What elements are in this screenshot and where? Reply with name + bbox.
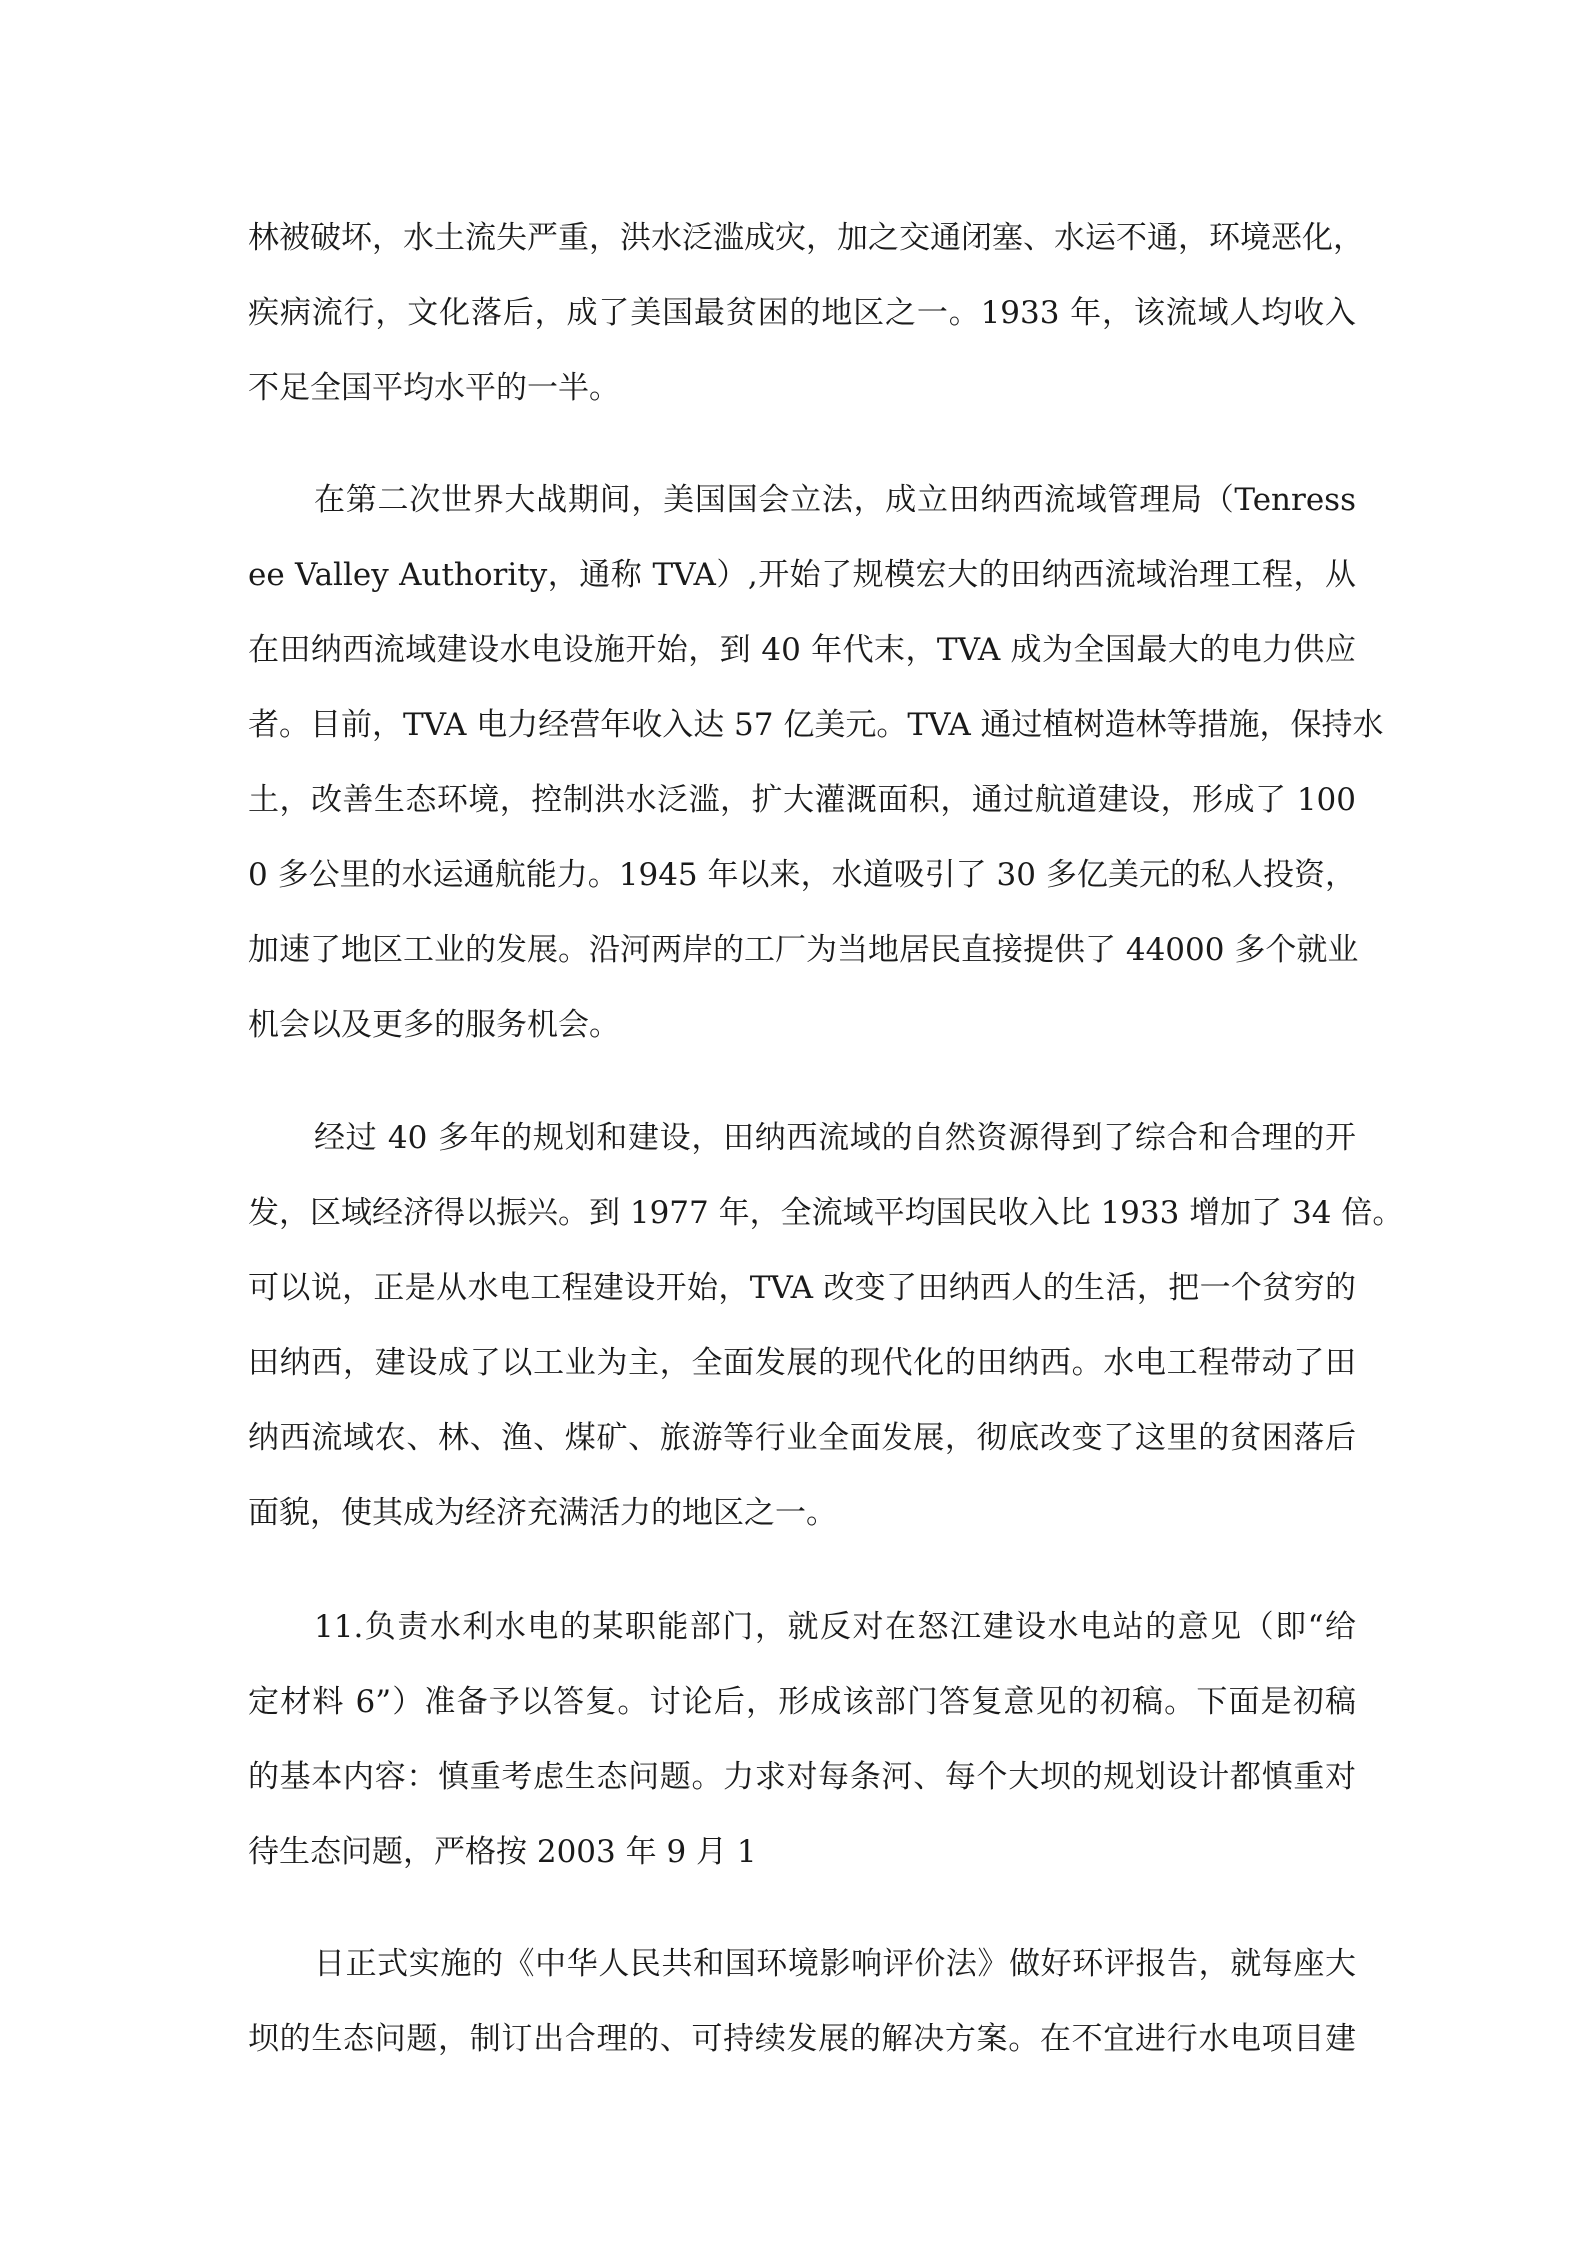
- text-line: 土，改善生态环境，控制洪水泛滥，扩大灌溉面积，通过航道建设，形成了 100: [248, 782, 1356, 818]
- paragraph-5: [248, 1927, 1356, 2077]
- text-line: 不足全国平均水平的一半。: [248, 370, 620, 406]
- text-line: 机会以及更多的服务机会。: [248, 1007, 620, 1043]
- text-line: 可以说，正是从水电工程建设开始，TVA 改变了田纳西人的生活，把一个贫穷的: [248, 1270, 1356, 1306]
- text-line: 田纳西，建设成了以工业为主，全面发展的现代化的田纳西。水电工程带动了田: [248, 1345, 1356, 1381]
- text-line: 加速了地区工业的发展。沿河两岸的工厂为当地居民直接提供了 44000 多个就业: [248, 932, 1359, 968]
- text-line: 的基本内容：慎重考虑生态问题。力求对每条河、每个大坝的规划设计都慎重对: [248, 1759, 1356, 1795]
- text-line: 林被破坏，水土流失严重，洪水泛滥成灾，加之交通闭塞、水运不通，环境恶化，: [248, 220, 1364, 256]
- paragraph-2: [248, 463, 1384, 1063]
- text-line: 在田纳西流域建设水电设施开始，到 40 年代末，TVA 成为全国最大的电力供应: [248, 632, 1356, 668]
- text-line: 者。目前，TVA 电力经营年收入达 57 亿美元。TVA 通过植树造林等措施，保持水: [248, 707, 1384, 743]
- paragraph-4-question-11: [248, 1590, 1356, 1890]
- text-line: 定材料 6”）准备予以答复。讨论后，形成该部门答复意见的初稿。下面是初稿: [248, 1684, 1356, 1720]
- text-line: 疾病流行，文化落后，成了美国最贫困的地区之一。1933 年，该流域人均收入: [248, 295, 1356, 331]
- paragraph-1: [248, 201, 1364, 426]
- text-line: 11.负责水利水电的某职能部门，就反对在怒江建设水电站的意见（即“给: [314, 1609, 1356, 1645]
- text-line: 在第二次世界大战期间，美国国会立法，成立田纳西流域管理局（Tenress: [314, 482, 1356, 518]
- text-line: 经过 40 多年的规划和建设，田纳西流域的自然资源得到了综合和合理的开: [314, 1120, 1356, 1156]
- text-line: 坝的生态问题，制订出合理的、可持续发展的解决方案。在不宜进行水电项目建: [248, 2021, 1356, 2057]
- text-line: 面貌，使其成为经济充满活力的地区之一。: [248, 1495, 837, 1531]
- text-line: 日正式实施的《中华人民共和国环境影响评价法》做好环评报告，就每座大: [314, 1946, 1356, 1982]
- text-line: 0 多公里的水运通航能力。1945 年以来，水道吸引了 30 多亿美元的私人投资，: [248, 857, 1356, 893]
- text-line: 发，区域经济得以振兴。到 1977 年，全流域平均国民收入比 1933 增加了 34 倍。: [248, 1195, 1404, 1231]
- text-line: ee Valley Authority，通称 TVA）,开始了规模宏大的田纳西流域治理工程，从: [248, 557, 1356, 593]
- text-line: 纳西流域农、林、渔、煤矿、旅游等行业全面发展，彻底改变了这里的贫困落后: [248, 1420, 1356, 1456]
- text-line: 待生态问题，严格按 2003 年 9 月 1: [248, 1834, 757, 1870]
- paragraph-3: [248, 1101, 1404, 1551]
